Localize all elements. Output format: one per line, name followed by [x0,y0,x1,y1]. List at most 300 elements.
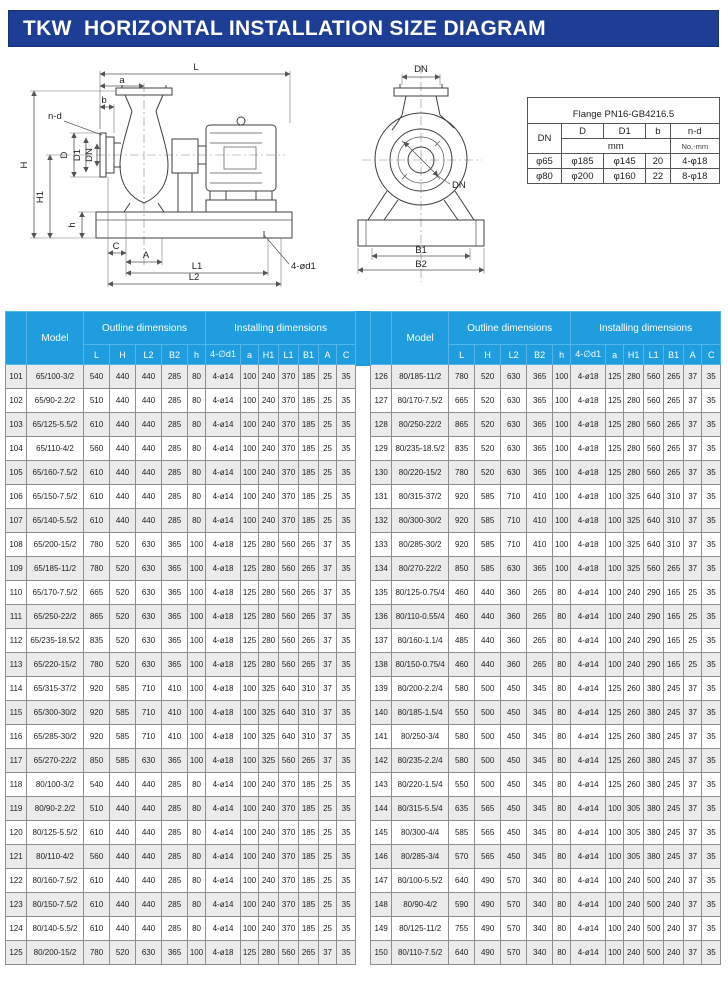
value-cell: 100 [606,605,624,629]
value-cell: 460 [449,605,475,629]
value-cell: 100 [241,485,259,509]
value-cell: 80 [188,365,206,389]
value-cell: 500 [475,677,501,701]
value-cell: 370 [279,869,299,893]
col-a: a [241,345,259,365]
value-cell: 520 [110,557,136,581]
value-cell: 440 [136,485,162,509]
value-cell: 100 [188,701,206,725]
model-cell: 65/300-30/2 [27,701,84,725]
value-cell: 560 [644,557,664,581]
value-cell: 37 [319,629,337,653]
value-cell: 630 [501,365,527,389]
value-cell: 125 [606,749,624,773]
value-cell: 640 [449,941,475,965]
flange-col-nd: n-d [670,124,719,139]
value-cell: 850 [84,749,110,773]
value-cell: 4-ø14 [571,701,606,725]
row-number-cell: 118 [6,773,27,797]
value-cell: 35 [337,509,356,533]
col-H: H [475,345,501,365]
value-cell: 25 [319,797,337,821]
value-cell: 4-ø14 [206,461,241,485]
value-cell: 80 [553,725,571,749]
value-cell: 450 [501,773,527,797]
value-cell: 125 [606,725,624,749]
dim-label-H1: H1 [35,190,46,204]
value-cell: 560 [644,365,664,389]
value-cell: 370 [279,917,299,941]
dim-label-D: D [59,151,70,159]
value-cell: 80 [553,629,571,653]
value-cell: 25 [319,917,337,941]
value-cell: 4-ø14 [571,941,606,965]
value-cell: 35 [337,437,356,461]
value-cell: 4-ø18 [571,389,606,413]
model-cell: 80/125-11/2 [392,917,449,941]
value-cell: 240 [664,893,684,917]
value-cell: 610 [84,893,110,917]
value-cell: 265 [299,581,319,605]
flange-cell: φ80 [528,169,562,184]
value-cell: 240 [259,485,279,509]
value-cell: 4-ø14 [571,629,606,653]
table-row [371,869,721,893]
value-cell: 4-ø18 [571,509,606,533]
value-cell: 610 [84,869,110,893]
value-cell: 4-ø14 [206,509,241,533]
value-cell: 100 [553,485,571,509]
value-cell: 37 [684,533,702,557]
value-cell: 640 [279,677,299,701]
value-cell: 4-ø14 [206,365,241,389]
model-cell: 80/285-3/4 [392,845,449,869]
table-row [371,917,721,941]
model-cell: 80/315-37/2 [392,485,449,509]
value-cell: 630 [501,461,527,485]
value-cell: 240 [259,461,279,485]
value-cell: 100 [606,509,624,533]
value-cell: 365 [527,389,553,413]
value-cell: 305 [624,845,644,869]
value-cell: 37 [684,821,702,845]
value-cell: 35 [337,869,356,893]
value-cell: 245 [664,773,684,797]
model-cell: 80/100-3/2 [27,773,84,797]
value-cell: 185 [299,893,319,917]
value-cell: 310 [664,509,684,533]
value-cell: 440 [136,917,162,941]
value-cell: 80 [188,413,206,437]
flange-col-b: b [646,124,670,139]
value-cell: 100 [188,749,206,773]
table-row [371,749,721,773]
value-cell: 4-ø14 [571,869,606,893]
value-cell: 365 [162,653,188,677]
value-cell: 380 [644,821,664,845]
value-cell: 550 [449,701,475,725]
outline-dimensions-header: Outline dimensions [84,312,206,345]
value-cell: 240 [259,365,279,389]
value-cell: 80 [553,773,571,797]
dim-label-H: H [19,161,30,169]
model-cell: 65/160-7.5/2 [27,461,84,485]
value-cell: 310 [299,725,319,749]
dim-label-h: h [67,222,78,228]
value-cell: 920 [449,485,475,509]
value-cell: 245 [664,821,684,845]
value-cell: 460 [449,581,475,605]
value-cell: 185 [299,389,319,413]
value-cell: 520 [475,365,501,389]
flange-row [528,154,720,169]
value-cell: 4-ø14 [206,773,241,797]
value-cell: 780 [449,461,475,485]
table-row [371,533,721,557]
model-cell: 80/90-2.2/2 [27,797,84,821]
value-cell: 370 [279,461,299,485]
model-cell: 80/125-5.5/2 [27,821,84,845]
value-cell: 285 [162,917,188,941]
table-row [6,413,356,437]
table-row [371,605,721,629]
table-row [6,701,356,725]
table-row [6,365,356,389]
value-cell: 380 [644,677,664,701]
value-cell: 450 [501,821,527,845]
model-cell: 80/150-7.5/2 [27,893,84,917]
value-cell: 265 [299,749,319,773]
value-cell: 590 [449,893,475,917]
value-cell: 360 [501,653,527,677]
value-cell: 100 [241,773,259,797]
value-cell: 440 [136,821,162,845]
value-cell: 440 [475,581,501,605]
value-cell: 4-ø18 [571,557,606,581]
value-cell: 490 [475,941,501,965]
model-cell: 65/200-15/2 [27,533,84,557]
value-cell: 25 [319,773,337,797]
value-cell: 365 [527,365,553,389]
value-cell: 37 [684,869,702,893]
value-cell: 365 [162,605,188,629]
value-cell: 185 [299,845,319,869]
value-cell: 80 [188,485,206,509]
value-cell: 35 [337,605,356,629]
value-cell: 185 [299,413,319,437]
row-number-cell: 147 [371,869,392,893]
value-cell: 80 [188,917,206,941]
value-cell: 380 [644,773,664,797]
value-cell: 630 [136,581,162,605]
value-cell: 285 [162,821,188,845]
value-cell: 25 [319,869,337,893]
value-cell: 280 [259,605,279,629]
value-cell: 100 [188,725,206,749]
value-cell: 37 [684,461,702,485]
table-row [6,893,356,917]
value-cell: 305 [624,821,644,845]
value-cell: 490 [475,917,501,941]
value-cell: 440 [136,365,162,389]
table-row [6,797,356,821]
model-cell: 80/90-4/2 [392,893,449,917]
value-cell: 4-ø18 [206,725,241,749]
value-cell: 80 [188,389,206,413]
value-cell: 560 [84,845,110,869]
value-cell: 260 [624,773,644,797]
model-cell: 80/170-7.5/2 [392,389,449,413]
row-number-cell: 141 [371,725,392,749]
size-table-left [5,311,356,965]
value-cell: 80 [553,701,571,725]
value-cell: 370 [279,797,299,821]
col-L: L [449,345,475,365]
value-cell: 35 [702,917,721,941]
value-cell: 35 [702,365,721,389]
value-cell: 165 [664,629,684,653]
value-cell: 37 [684,485,702,509]
value-cell: 365 [527,461,553,485]
value-cell: 565 [475,821,501,845]
value-cell: 285 [162,509,188,533]
value-cell: 265 [527,581,553,605]
value-cell: 345 [527,773,553,797]
value-cell: 185 [299,437,319,461]
value-cell: 80 [553,749,571,773]
table-row [6,917,356,941]
value-cell: 35 [702,941,721,965]
value-cell: 920 [84,701,110,725]
value-cell: 510 [84,797,110,821]
value-cell: 585 [449,821,475,845]
value-cell: 640 [449,869,475,893]
value-cell: 710 [501,509,527,533]
value-cell: 325 [259,725,279,749]
value-cell: 370 [279,437,299,461]
value-cell: 755 [449,917,475,941]
size-table-right [370,311,721,965]
table-row [6,533,356,557]
model-cell: 65/125-5.5/2 [27,413,84,437]
value-cell: 920 [449,509,475,533]
value-cell: 265 [664,365,684,389]
value-cell: 285 [162,869,188,893]
value-cell: 240 [259,413,279,437]
value-cell: 100 [241,893,259,917]
value-cell: 240 [259,917,279,941]
row-number-cell: 139 [371,677,392,701]
model-cell: 65/90-2.2/2 [27,389,84,413]
model-cell: 80/110-4/2 [27,845,84,869]
value-cell: 460 [449,653,475,677]
model-cell: 80/200-2.2/4 [392,677,449,701]
value-cell: 100 [553,413,571,437]
value-cell: 440 [110,413,136,437]
model-cell: 80/220-15/2 [392,461,449,485]
model-cell: 65/185-11/2 [27,557,84,581]
table-row [6,557,356,581]
value-cell: 560 [279,605,299,629]
value-cell: 80 [553,581,571,605]
value-cell: 4-ø14 [206,869,241,893]
model-cell: 80/200-15/2 [27,941,84,965]
value-cell: 610 [84,485,110,509]
row-number-cell: 133 [371,533,392,557]
value-cell: 640 [644,533,664,557]
row-number-cell: 125 [6,941,27,965]
value-cell: 265 [664,437,684,461]
value-cell: 35 [702,653,721,677]
model-cell: 80/270-22/2 [392,557,449,581]
model-cell: 65/110-4/2 [27,437,84,461]
value-cell: 520 [110,629,136,653]
value-cell: 630 [501,557,527,581]
value-cell: 245 [664,797,684,821]
row-number-cell: 130 [371,461,392,485]
value-cell: 440 [110,893,136,917]
value-cell: 100 [553,461,571,485]
value-cell: 100 [606,557,624,581]
value-cell: 100 [606,797,624,821]
value-cell: 285 [162,389,188,413]
value-cell: 630 [501,389,527,413]
value-cell: 380 [644,725,664,749]
value-cell: 35 [702,893,721,917]
value-cell: 500 [644,893,664,917]
value-cell: 35 [337,533,356,557]
value-cell: 260 [624,701,644,725]
value-cell: 865 [449,413,475,437]
value-cell: 440 [475,629,501,653]
value-cell: 440 [110,821,136,845]
value-cell: 630 [136,749,162,773]
value-cell: 35 [337,821,356,845]
value-cell: 500 [475,725,501,749]
table-row [371,629,721,653]
value-cell: 240 [259,437,279,461]
value-cell: 125 [241,581,259,605]
value-cell: 185 [299,509,319,533]
value-cell: 37 [684,365,702,389]
value-cell: 240 [624,917,644,941]
model-header: Model [392,312,449,365]
dim-label-B1: B1 [415,245,427,256]
value-cell: 520 [475,461,501,485]
value-cell: 325 [259,677,279,701]
value-cell: 265 [299,629,319,653]
value-cell: 640 [279,701,299,725]
value-cell: 125 [606,461,624,485]
model-cell: 80/160-1.1/4 [392,629,449,653]
value-cell: 440 [110,509,136,533]
value-cell: 4-ø18 [206,701,241,725]
value-cell: 610 [84,821,110,845]
value-cell: 4-ø18 [571,461,606,485]
row-number-cell: 108 [6,533,27,557]
model-cell: 80/185-1.5/4 [392,701,449,725]
value-cell: 710 [136,725,162,749]
value-cell: 25 [319,509,337,533]
value-cell: 835 [449,437,475,461]
model-cell: 65/220-15/2 [27,653,84,677]
flange-cell: 22 [646,169,670,184]
value-cell: 4-ø18 [571,437,606,461]
value-cell: 185 [299,365,319,389]
flange-cell: 8-φ18 [670,169,719,184]
value-cell: 440 [136,389,162,413]
value-cell: 370 [279,389,299,413]
value-cell: 570 [501,941,527,965]
value-cell: 35 [337,725,356,749]
value-cell: 4-ø14 [206,437,241,461]
value-cell: 325 [624,509,644,533]
value-cell: 780 [84,533,110,557]
pump-side-view-drawing [10,55,330,305]
value-cell: 585 [110,701,136,725]
table-row [6,941,356,965]
value-cell: 4-ø14 [571,725,606,749]
value-cell: 500 [475,701,501,725]
value-cell: 440 [110,485,136,509]
value-cell: 4-ø18 [571,533,606,557]
value-cell: 25 [319,413,337,437]
value-cell: 245 [664,701,684,725]
col-C: C [337,345,356,365]
value-cell: 710 [136,677,162,701]
table-row [371,653,721,677]
value-cell: 410 [162,677,188,701]
row-number-cell: 107 [6,509,27,533]
value-cell: 325 [624,533,644,557]
value-cell: 35 [337,941,356,965]
value-cell: 35 [702,869,721,893]
value-cell: 35 [337,653,356,677]
col-A: A [319,345,337,365]
value-cell: 265 [664,461,684,485]
value-cell: 260 [624,749,644,773]
value-cell: 80 [553,917,571,941]
value-cell: 635 [449,797,475,821]
table-row [371,773,721,797]
table-row [6,437,356,461]
value-cell: 4-ø18 [571,365,606,389]
value-cell: 25 [684,581,702,605]
value-cell: 780 [84,653,110,677]
value-cell: 37 [684,773,702,797]
value-cell: 540 [84,773,110,797]
value-cell: 780 [84,557,110,581]
value-cell: 280 [259,533,279,557]
value-cell: 240 [664,869,684,893]
table-row [371,701,721,725]
value-cell: 520 [475,437,501,461]
value-cell: 440 [475,605,501,629]
value-cell: 4-ø14 [571,677,606,701]
value-cell: 550 [449,773,475,797]
col-L2: L2 [136,345,162,365]
value-cell: 35 [702,773,721,797]
value-cell: 4-ø14 [571,917,606,941]
dim-label-L: L [193,62,199,73]
model-cell: 65/315-37/2 [27,677,84,701]
value-cell: 290 [644,605,664,629]
value-cell: 100 [606,533,624,557]
flange-cell: φ160 [604,169,646,184]
value-cell: 585 [110,677,136,701]
size-tables-area [5,311,721,965]
value-cell: 370 [279,365,299,389]
